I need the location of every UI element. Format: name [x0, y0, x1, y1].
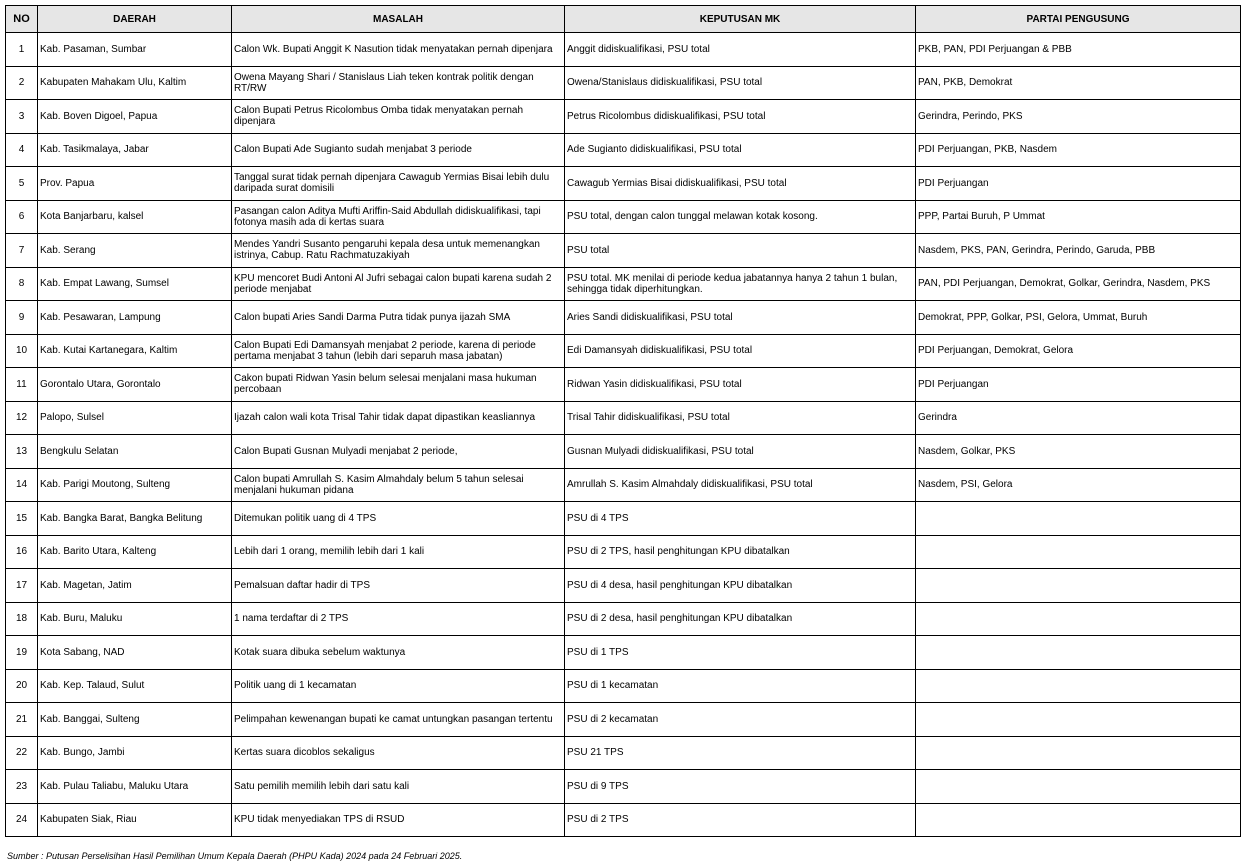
- keputusan-cell: PSU di 4 desa, hasil penghitungan KPU dibatalkan: [565, 569, 916, 603]
- masalah-cell: Kotak suara dibuka sebelum waktunya: [232, 636, 565, 670]
- table-row: [6, 435, 1241, 469]
- no-cell: 3: [6, 100, 38, 134]
- table-row: [6, 703, 1241, 737]
- masalah-cell: Satu pemilih memilih lebih dari satu kali: [232, 770, 565, 804]
- keputusan-cell: PSU di 2 desa, hasil penghitungan KPU dibatalkan: [565, 602, 916, 636]
- masalah-cell: 1 nama terdaftar di 2 TPS: [232, 602, 565, 636]
- partai-cell: [916, 569, 1241, 603]
- table-row: [6, 736, 1241, 770]
- no-cell: 5: [6, 167, 38, 201]
- source-note: Sumber : Putusan Perselisihan Hasil Pemilihan Umum Kepala Daerah (PHPU Kada) 2024 pada 24 Februari 2025.: [7, 851, 463, 861]
- keputusan-cell: Amrullah S. Kasim Almahdaly didiskualifikasi, PSU total: [565, 468, 916, 502]
- masalah-cell: Calon bupati Amrullah S. Kasim Almahdaly belum 5 tahun selesai menjalani hukuman pidana: [232, 468, 565, 502]
- keputusan-cell: Petrus Ricolombus didiskualifikasi, PSU total: [565, 100, 916, 134]
- daerah-cell: Kab. Banggai, Sulteng: [38, 703, 232, 737]
- no-cell: 11: [6, 368, 38, 402]
- masalah-cell: Pemalsuan daftar hadir di TPS: [232, 569, 565, 603]
- partai-cell: PDI Perjuangan: [916, 368, 1241, 402]
- table-row: [6, 401, 1241, 435]
- masalah-cell: Mendes Yandri Susanto pengaruhi kepala desa untuk memenangkan istrinya, Cabup. Ratu Rachmatuzakiyah: [232, 234, 565, 268]
- masalah-cell: Tanggal surat tidak pernah dipenjara Cawagub Yermias Bisai lebih dulu daripada surat domisili: [232, 167, 565, 201]
- partai-cell: Demokrat, PPP, Golkar, PSI, Gelora, Ummat, Buruh: [916, 301, 1241, 335]
- no-cell: 22: [6, 736, 38, 770]
- keputusan-cell: PSU di 4 TPS: [565, 502, 916, 536]
- header-daerah: DAERAH: [38, 6, 232, 33]
- daerah-cell: Kab. Pesawaran, Lampung: [38, 301, 232, 335]
- daerah-cell: Kab. Bungo, Jambi: [38, 736, 232, 770]
- election-dispute-table: [5, 5, 1241, 837]
- masalah-cell: Calon Bupati Ade Sugianto sudah menjabat 3 periode: [232, 133, 565, 167]
- daerah-cell: Kab. Kutai Kartanegara, Kaltim: [38, 334, 232, 368]
- partai-cell: [916, 803, 1241, 837]
- partai-cell: PDI Perjuangan: [916, 167, 1241, 201]
- header-no: NO: [6, 6, 38, 33]
- table-row: [6, 669, 1241, 703]
- partai-cell: PDI Perjuangan, PKB, Nasdem: [916, 133, 1241, 167]
- daerah-cell: Kab. Pasaman, Sumbar: [38, 33, 232, 67]
- no-cell: 19: [6, 636, 38, 670]
- keputusan-cell: Aries Sandi didiskualifikasi, PSU total: [565, 301, 916, 335]
- no-cell: 15: [6, 502, 38, 536]
- no-cell: 2: [6, 66, 38, 100]
- no-cell: 4: [6, 133, 38, 167]
- no-cell: 14: [6, 468, 38, 502]
- masalah-cell: Owena Mayang Shari / Stanislaus Liah teken kontrak politik dengan RT/RW: [232, 66, 565, 100]
- masalah-cell: Pasangan calon Aditya Mufti Ariffin-Said Abdullah didiskualifikasi, tapi fotonya masih ada di kertas suara: [232, 200, 565, 234]
- masalah-cell: Calon Wk. Bupati Anggit K Nasution tidak menyatakan pernah dipenjara: [232, 33, 565, 67]
- table-row: [6, 368, 1241, 402]
- masalah-cell: Calon Bupati Petrus Ricolombus Omba tidak menyatakan pernah dipenjara: [232, 100, 565, 134]
- daerah-cell: Prov. Papua: [38, 167, 232, 201]
- daerah-cell: Kab. Empat Lawang, Sumsel: [38, 267, 232, 301]
- table-row: [6, 502, 1241, 536]
- table-row: [6, 468, 1241, 502]
- keputusan-cell: Cawagub Yermias Bisai didiskualifikasi, PSU total: [565, 167, 916, 201]
- daerah-cell: Kab. Parigi Moutong, Sulteng: [38, 468, 232, 502]
- masalah-cell: Cakon bupati Ridwan Yasin belum selesai menjalani masa hukuman percobaan: [232, 368, 565, 402]
- daerah-cell: Kab. Boven Digoel, Papua: [38, 100, 232, 134]
- table-row: [6, 200, 1241, 234]
- no-cell: 13: [6, 435, 38, 469]
- daerah-cell: Bengkulu Selatan: [38, 435, 232, 469]
- table-row: [6, 301, 1241, 335]
- partai-cell: Gerindra: [916, 401, 1241, 435]
- table-row: [6, 602, 1241, 636]
- daerah-cell: Kab. Serang: [38, 234, 232, 268]
- partai-cell: [916, 770, 1241, 804]
- table-row: [6, 770, 1241, 804]
- no-cell: 23: [6, 770, 38, 804]
- table-row: [6, 267, 1241, 301]
- masalah-cell: KPU mencoret Budi Antoni Al Jufri sebagai calon bupati karena sudah 2 periode menjabat: [232, 267, 565, 301]
- masalah-cell: Calon Bupati Edi Damansyah menjabat 2 periode, karena di periode pertama menjabat 3 tahun (lebih dari separuh masa jabatan): [232, 334, 565, 368]
- keputusan-cell: Edi Damansyah didiskualifikasi, PSU total: [565, 334, 916, 368]
- no-cell: 16: [6, 535, 38, 569]
- keputusan-cell: Owena/Stanislaus didiskualifikasi, PSU total: [565, 66, 916, 100]
- keputusan-cell: Ade Sugianto didiskualifikasi, PSU total: [565, 133, 916, 167]
- partai-cell: PAN, PKB, Demokrat: [916, 66, 1241, 100]
- partai-cell: [916, 636, 1241, 670]
- daerah-cell: Kab. Magetan, Jatim: [38, 569, 232, 603]
- table-row: [6, 535, 1241, 569]
- no-cell: 18: [6, 602, 38, 636]
- keputusan-cell: PSU di 2 TPS: [565, 803, 916, 837]
- daerah-cell: Kota Banjarbaru, kalsel: [38, 200, 232, 234]
- partai-cell: [916, 535, 1241, 569]
- keputusan-cell: Gusnan Mulyadi didiskualifikasi, PSU total: [565, 435, 916, 469]
- table-row: [6, 334, 1241, 368]
- table-row: [6, 100, 1241, 134]
- keputusan-cell: PSU di 2 kecamatan: [565, 703, 916, 737]
- table-row: [6, 133, 1241, 167]
- daerah-cell: Kab. Kep. Talaud, Sulut: [38, 669, 232, 703]
- partai-cell: Nasdem, PKS, PAN, Gerindra, Perindo, Garuda, PBB: [916, 234, 1241, 268]
- daerah-cell: Kabupaten Siak, Riau: [38, 803, 232, 837]
- partai-cell: PDI Perjuangan, Demokrat, Gelora: [916, 334, 1241, 368]
- masalah-cell: Pelimpahan kewenangan bupati ke camat untungkan pasangan tertentu: [232, 703, 565, 737]
- table-body: [6, 33, 1241, 837]
- masalah-cell: Ditemukan politik uang di 4 TPS: [232, 502, 565, 536]
- daerah-cell: Kab. Bangka Barat, Bangka Belitung: [38, 502, 232, 536]
- keputusan-cell: Anggit didiskualifikasi, PSU total: [565, 33, 916, 67]
- partai-cell: PPP, Partai Buruh, P Ummat: [916, 200, 1241, 234]
- daerah-cell: Kabupaten Mahakam Ulu, Kaltim: [38, 66, 232, 100]
- daerah-cell: Kab. Pulau Taliabu, Maluku Utara: [38, 770, 232, 804]
- keputusan-cell: PSU di 1 TPS: [565, 636, 916, 670]
- keputusan-cell: PSU di 1 kecamatan: [565, 669, 916, 703]
- table-row: [6, 167, 1241, 201]
- keputusan-cell: PSU 21 TPS: [565, 736, 916, 770]
- no-cell: 6: [6, 200, 38, 234]
- masalah-cell: Ijazah calon wali kota Trisal Tahir tidak dapat dipastikan keasliannya: [232, 401, 565, 435]
- partai-cell: [916, 502, 1241, 536]
- masalah-cell: Kertas suara dicoblos sekaligus: [232, 736, 565, 770]
- table-row: [6, 569, 1241, 603]
- masalah-cell: Calon bupati Aries Sandi Darma Putra tidak punya ijazah SMA: [232, 301, 565, 335]
- partai-cell: Nasdem, PSI, Gelora: [916, 468, 1241, 502]
- keputusan-cell: PSU total: [565, 234, 916, 268]
- no-cell: 24: [6, 803, 38, 837]
- keputusan-cell: PSU di 2 TPS, hasil penghitungan KPU dibatalkan: [565, 535, 916, 569]
- daerah-cell: Kab. Tasikmalaya, Jabar: [38, 133, 232, 167]
- no-cell: 8: [6, 267, 38, 301]
- daerah-cell: Kab. Barito Utara, Kalteng: [38, 535, 232, 569]
- keputusan-cell: PSU di 9 TPS: [565, 770, 916, 804]
- masalah-cell: Lebih dari 1 orang, memilih lebih dari 1 kali: [232, 535, 565, 569]
- table-row: [6, 636, 1241, 670]
- keputusan-cell: Trisal Tahir didiskualifikasi, PSU total: [565, 401, 916, 435]
- header-masalah: MASALAH: [232, 6, 565, 33]
- daerah-cell: Kab. Buru, Maluku: [38, 602, 232, 636]
- masalah-cell: KPU tidak menyediakan TPS di RSUD: [232, 803, 565, 837]
- partai-cell: PAN, PDI Perjuangan, Demokrat, Golkar, Gerindra, Nasdem, PKS: [916, 267, 1241, 301]
- header-partai: PARTAI PENGUSUNG: [916, 6, 1241, 33]
- no-cell: 10: [6, 334, 38, 368]
- daerah-cell: Palopo, Sulsel: [38, 401, 232, 435]
- partai-cell: [916, 669, 1241, 703]
- daerah-cell: Kota Sabang, NAD: [38, 636, 232, 670]
- table-row: [6, 66, 1241, 100]
- partai-cell: Nasdem, Golkar, PKS: [916, 435, 1241, 469]
- header-row: [6, 6, 1241, 33]
- no-cell: 12: [6, 401, 38, 435]
- keputusan-cell: PSU total. MK menilai di periode kedua jabatannya hanya 2 tahun 1 bulan, sehingga tidak diperhitungkan.: [565, 267, 916, 301]
- no-cell: 20: [6, 669, 38, 703]
- daerah-cell: Gorontalo Utara, Gorontalo: [38, 368, 232, 402]
- table-row: [6, 33, 1241, 67]
- table-row: [6, 803, 1241, 837]
- masalah-cell: Politik uang di 1 kecamatan: [232, 669, 565, 703]
- no-cell: 7: [6, 234, 38, 268]
- partai-cell: [916, 602, 1241, 636]
- partai-cell: [916, 736, 1241, 770]
- no-cell: 9: [6, 301, 38, 335]
- no-cell: 1: [6, 33, 38, 67]
- partai-cell: PKB, PAN, PDI Perjuangan & PBB: [916, 33, 1241, 67]
- masalah-cell: Calon Bupati Gusnan Mulyadi menjabat 2 periode,: [232, 435, 565, 469]
- partai-cell: [916, 703, 1241, 737]
- keputusan-cell: Ridwan Yasin didiskualifikasi, PSU total: [565, 368, 916, 402]
- no-cell: 17: [6, 569, 38, 603]
- header-keputusan: KEPUTUSAN MK: [565, 6, 916, 33]
- partai-cell: Gerindra, Perindo, PKS: [916, 100, 1241, 134]
- keputusan-cell: PSU total, dengan calon tunggal melawan kotak kosong.: [565, 200, 916, 234]
- table-row: [6, 234, 1241, 268]
- no-cell: 21: [6, 703, 38, 737]
